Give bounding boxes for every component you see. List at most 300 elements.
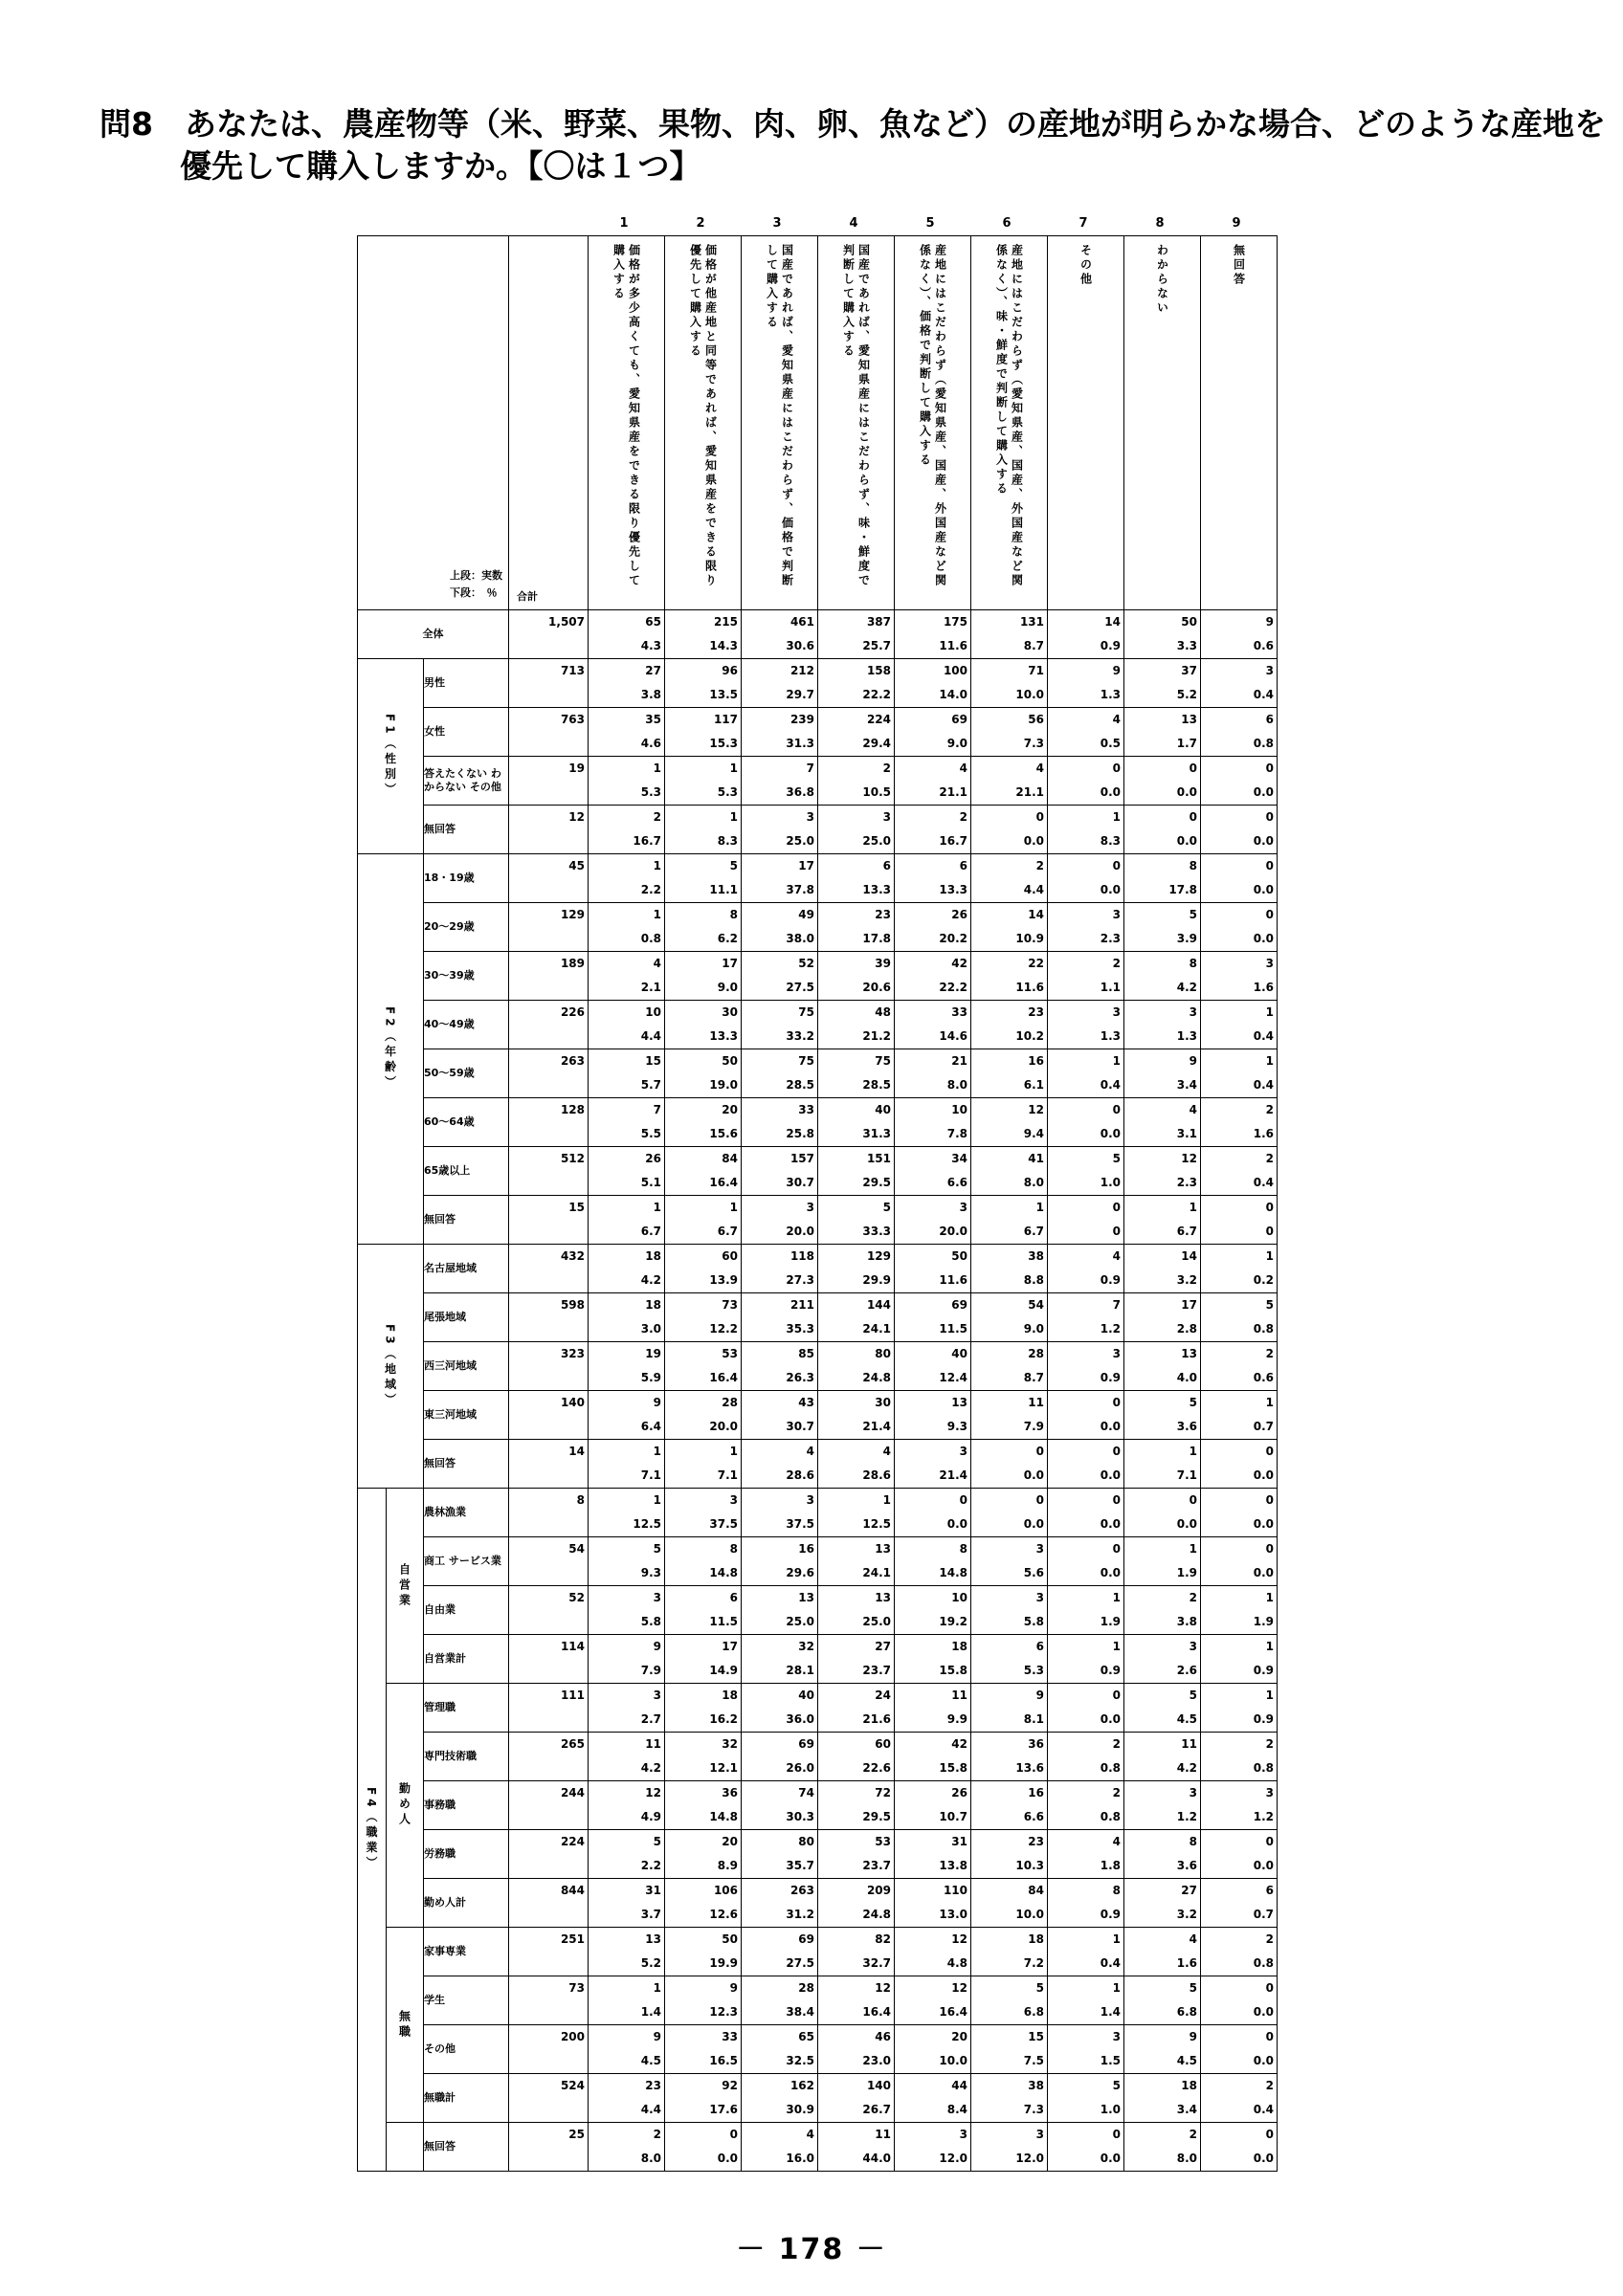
percent-value: 29.5 [862,1176,891,1189]
count-value: 4 [653,957,661,970]
data-cell [971,2074,1048,2123]
percent-value: 8.9 [717,1859,738,1872]
count-value: 69 [798,1932,814,1946]
percent-value: 16.0 [786,2152,814,2165]
data-cell [665,1489,742,1537]
count-value: 0 [1189,810,1197,824]
percent-value: 31.3 [862,1127,891,1140]
data-cell [1124,1440,1201,1489]
data-cell [742,1879,818,1928]
total-count: 52 [568,1591,585,1604]
count-value: 0 [1265,908,1274,921]
percent-value: 0.8 [1100,1810,1121,1823]
question-title [100,103,1606,188]
table-row [358,1830,1278,1879]
data-cell [1124,1489,1201,1537]
header-row [358,236,1278,610]
count-value: 36 [1028,1737,1044,1751]
count-value: 13 [1181,1347,1197,1360]
table-row [358,1928,1278,1976]
count-value: 18 [722,1689,738,1702]
row-total [509,806,589,854]
percent-value: 12.0 [1015,2152,1044,2165]
row-label: 家事専業 [424,1928,509,1976]
data-cell [589,757,665,806]
row-label: 事務職 [424,1781,509,1830]
count-value: 72 [875,1786,891,1799]
data-cell [895,757,971,806]
data-cell [1048,1733,1124,1781]
row-label: その他 [424,2025,509,2074]
count-value: 1 [653,1493,661,1507]
count-value: 33 [798,1103,814,1116]
count-value: 3 [1189,1640,1197,1653]
column-number: 5 [925,216,935,231]
count-value: 158 [866,664,891,677]
count-value: 32 [798,1640,814,1653]
data-cell [665,1196,742,1245]
count-value: 0 [1265,1542,1274,1556]
total-count: 251 [560,1932,585,1946]
data-cell [742,2123,818,2172]
count-value: 39 [875,957,891,970]
data-cell [971,1342,1048,1391]
data-cell [589,1001,665,1049]
percent-value: 4.4 [1023,883,1044,896]
count-value: 12 [645,1786,661,1799]
percent-value: 0.0 [1100,2152,1121,2165]
percent-value: 0.7 [1253,1420,1274,1433]
count-value: 0 [1265,810,1274,824]
count-value: 8 [1189,1835,1197,1848]
percent-value: 1.9 [1100,1615,1121,1628]
percent-value: 0.0 [1100,1712,1121,1726]
data-cell [589,854,665,903]
percent-value: 23.7 [862,1859,891,1872]
column-header-label: その他 [1078,244,1093,287]
data-cell [1048,610,1124,659]
percent-value: 2.6 [1176,1664,1197,1677]
percent-value: 5.9 [640,1371,661,1384]
data-cell [895,1098,971,1147]
percent-value: 1.2 [1176,1810,1197,1823]
data-cell [1201,1684,1278,1733]
data-cell [665,1879,742,1928]
percent-value: 4.5 [1176,1712,1197,1726]
percent-value: 14.0 [939,688,967,701]
percent-value: 0.8 [1253,1322,1274,1336]
percent-value: 23.0 [862,2054,891,2067]
data-cell [665,2074,742,2123]
percent-value: 6.6 [1023,1810,1044,1823]
percent-value: 5.1 [640,1176,661,1189]
data-cell [589,1684,665,1733]
percent-value: 4.2 [1176,1761,1197,1775]
percent-value: 21.4 [939,1468,967,1482]
table-row [358,1684,1278,1733]
percent-value: 11.1 [709,883,738,896]
column-header-label: 国産であれば、愛知県産にはこだわらず、価格で判断して購入する [765,244,794,588]
total-count: 189 [560,957,585,970]
percent-value: 30.7 [786,1176,814,1189]
data-cell [895,2025,971,2074]
data-cell [742,1440,818,1489]
count-value: 3 [806,1493,814,1507]
count-value: 0 [1035,1445,1044,1458]
count-value: 3 [1265,664,1274,677]
percent-value: 26.7 [862,2103,891,2116]
count-value: 4 [882,1445,891,1458]
data-cell [742,1391,818,1440]
count-value: 56 [1028,713,1044,726]
data-cell [895,659,971,708]
count-value: 3 [1189,1786,1197,1799]
percent-value: 5.7 [640,1078,661,1092]
count-value: 8 [1189,859,1197,872]
data-cell [1124,854,1201,903]
data-cell [742,1586,818,1635]
count-value: 28 [1028,1347,1044,1360]
data-cell [1201,1976,1278,2025]
corner-upper-label: 上段：実数 [450,569,502,582]
data-cell [971,1049,1048,1098]
data-cell [589,1440,665,1489]
data-cell [818,2025,895,2074]
percent-value: 6.7 [1023,1225,1044,1238]
percent-value: 4.4 [640,2103,661,2116]
count-value: 65 [798,2030,814,2043]
percent-value: 1.0 [1100,1176,1121,1189]
data-cell [1201,1781,1278,1830]
table-row [358,1147,1278,1196]
count-value: 9 [1112,664,1121,677]
data-cell [1048,2123,1124,2172]
count-value: 8 [959,1542,967,1556]
data-cell [1201,2123,1278,2172]
percent-value: 8.4 [946,2103,967,2116]
percent-value: 25.8 [786,1127,814,1140]
count-value: 140 [866,2079,891,2092]
count-value: 0 [1265,1493,1274,1507]
percent-value: 21.1 [1015,785,1044,799]
column-number: 7 [1078,216,1088,231]
percent-value: 8.0 [1023,1176,1044,1189]
total-count: 140 [560,1396,585,1409]
count-value: 0 [1112,1201,1121,1214]
question-line-2: 優先して購入しますか。【〇は１つ】 [180,147,701,185]
count-value: 15 [1028,2030,1044,2043]
percent-value: 0.4 [1100,1078,1121,1092]
row-total [509,1098,589,1147]
count-value: 2 [1112,957,1121,970]
subgroup-label: 無職 [387,1928,424,2123]
count-value: 263 [789,1884,814,1897]
percent-value: 24.8 [862,1371,891,1384]
percent-value: 0.0 [1100,1566,1121,1579]
data-cell [1048,1049,1124,1098]
count-value: 92 [722,2079,738,2092]
total-count: 14 [568,1445,585,1458]
percent-value: 1.7 [1176,737,1197,750]
data-cell [1048,1586,1124,1635]
percent-value: 0.4 [1253,2103,1274,2116]
percent-value: 13.3 [709,1029,738,1043]
data-cell [971,903,1048,952]
data-cell [665,1830,742,1879]
total-count: 114 [560,1640,585,1653]
count-value: 3 [1112,2030,1121,2043]
percent-value: 5.3 [717,785,738,799]
percent-value: 6.8 [1023,2005,1044,2019]
count-value: 106 [713,1884,738,1897]
percent-value: 0.9 [1100,1908,1121,1921]
total-count: 598 [560,1298,585,1312]
column-header-label: 産地にはこだわらず（愛知県産、国産、外国産など関係なく）、価格で判断して購入する [918,244,947,588]
percent-value: 0.9 [1253,1712,1274,1726]
percent-value: 14.6 [939,1029,967,1043]
count-value: 10 [645,1005,661,1019]
data-cell [895,952,971,1001]
percent-value: 9.3 [640,1566,661,1579]
count-value: 387 [866,615,891,629]
percent-value: 6.2 [717,932,738,945]
count-value: 151 [866,1152,891,1165]
count-value: 13 [1181,713,1197,726]
total-count: 265 [560,1737,585,1751]
percent-value: 3.7 [640,1908,661,1921]
corner-lower-label: 下段： ％ [450,586,498,599]
data-cell [665,2123,742,2172]
data-cell [665,610,742,659]
column-number: 6 [1002,216,1012,231]
data-cell [665,1537,742,1586]
count-value: 2 [1189,2128,1197,2141]
data-cell [818,708,895,757]
percent-value: 4.5 [640,2054,661,2067]
data-cell [818,1391,895,1440]
count-value: 5 [1189,908,1197,921]
percent-value: 0.0 [946,1517,967,1531]
table-row [358,854,1278,903]
data-cell [1201,2025,1278,2074]
count-value: 80 [798,1835,814,1848]
data-cell [665,1049,742,1098]
percent-value: 1.2 [1100,1322,1121,1336]
percent-value: 8.3 [1100,834,1121,848]
percent-value: 10.0 [939,2054,967,2067]
count-value: 49 [798,908,814,921]
percent-value: 29.5 [862,1810,891,1823]
count-value: 1 [1112,1054,1121,1068]
data-cell [665,1733,742,1781]
total-column-label: 合計 [517,590,538,603]
count-value: 6 [1035,1640,1044,1653]
data-cell [818,1245,895,1293]
percent-value: 0.0 [1253,1468,1274,1482]
data-cell [589,1391,665,1440]
percent-value: 0.0 [1176,834,1197,848]
data-cell [742,1684,818,1733]
count-value: 9 [1265,615,1274,629]
count-value: 5 [1189,1689,1197,1702]
data-cell [665,708,742,757]
percent-value: 2.1 [640,981,661,994]
count-value: 38 [1028,2079,1044,2092]
percent-value: 10.5 [862,785,891,799]
count-value: 85 [798,1347,814,1360]
count-value: 40 [875,1103,891,1116]
percent-value: 7.5 [1023,2054,1044,2067]
percent-value: 0.0 [1253,2152,1274,2165]
percent-value: 17.6 [709,2103,738,2116]
percent-value: 7.1 [640,1468,661,1482]
data-cell [742,1342,818,1391]
percent-value: 13.0 [939,1908,967,1921]
data-cell [1124,1391,1201,1440]
count-value: 211 [789,1298,814,1312]
data-cell [589,610,665,659]
count-value: 4 [1189,1103,1197,1116]
percent-value: 5.6 [1023,1566,1044,1579]
percent-value: 1.4 [640,2005,661,2019]
count-value: 131 [1019,615,1044,629]
percent-value: 15.8 [939,1664,967,1677]
data-cell [1201,952,1278,1001]
row-total [509,2025,589,2074]
count-value: 9 [1035,1689,1044,1702]
data-cell [742,1733,818,1781]
count-value: 3 [1265,1786,1274,1799]
percent-value: 16.2 [709,1712,738,1726]
percent-value: 26.3 [786,1371,814,1384]
table-row [358,1733,1278,1781]
row-total [509,952,589,1001]
count-value: 3 [1035,2128,1044,2141]
percent-value: 3.6 [1176,1859,1197,1872]
page-number: － 178 － [736,2233,887,2266]
table-row [358,1391,1278,1440]
data-cell [895,1635,971,1684]
data-cell [742,610,818,659]
column-number-row [0,216,1623,235]
data-cell [1124,1684,1201,1733]
count-value: 4 [1112,1249,1121,1263]
data-cell [818,1440,895,1489]
count-value: 18 [951,1640,967,1653]
percent-value: 20.0 [709,1420,738,1433]
row-total [509,1049,589,1098]
data-cell [818,1196,895,1245]
data-cell [589,2074,665,2123]
percent-value: 13.5 [709,688,738,701]
count-value: 28 [798,1981,814,1995]
count-value: 19 [645,1347,661,1360]
data-cell [818,1879,895,1928]
count-value: 0 [1035,1493,1044,1507]
percent-value: 0.0 [1253,883,1274,896]
data-cell [665,806,742,854]
data-cell [1124,1537,1201,1586]
data-cell [1048,757,1124,806]
data-cell [1048,1830,1124,1879]
data-cell [971,1635,1048,1684]
data-cell [895,1733,971,1781]
data-cell [589,1879,665,1928]
count-value: 69 [951,713,967,726]
data-cell [1201,2074,1278,2123]
percent-value: 15.3 [709,737,738,750]
data-cell [589,2025,665,2074]
percent-value: 1.1 [1100,981,1121,994]
table-row [358,1635,1278,1684]
percent-value: 0.0 [1253,2005,1274,2019]
count-value: 5 [1112,1152,1121,1165]
count-value: 0 [1112,762,1121,775]
count-value: 1 [1035,1201,1044,1214]
percent-value: 3.8 [1176,1615,1197,1628]
data-cell [971,1098,1048,1147]
data-cell [1048,1098,1124,1147]
row-label: 商工 サービス業 [424,1537,509,1586]
data-cell [895,1586,971,1635]
percent-value: 0.0 [1253,834,1274,848]
count-value: 84 [722,1152,738,1165]
percent-value: 28.6 [862,1468,891,1482]
count-value: 0 [1112,2128,1121,2141]
count-value: 20 [951,2030,967,2043]
percent-value: 0 [1112,1225,1121,1238]
percent-value: 0.0 [1176,1517,1197,1531]
percent-value: 8.0 [1176,2152,1197,2165]
table-row [358,1196,1278,1245]
data-cell [895,1440,971,1489]
percent-value: 12.5 [633,1517,661,1531]
count-value: 3 [1189,1005,1197,1019]
count-value: 18 [1028,1932,1044,1946]
row-total [509,757,589,806]
data-cell [589,1635,665,1684]
percent-value: 10.2 [1015,1029,1044,1043]
count-value: 0 [1265,1201,1274,1214]
percent-value: 6.7 [717,1225,738,1238]
row-total [509,1684,589,1733]
row-label: 東三河地域 [424,1391,509,1440]
count-value: 129 [866,1249,891,1263]
percent-value: 20.6 [862,981,891,994]
count-value: 28 [722,1396,738,1409]
count-value: 0 [1265,762,1274,775]
column-number: 1 [619,216,629,231]
count-value: 3 [1035,1591,1044,1604]
percent-value: 1.6 [1253,1127,1274,1140]
count-value: 0 [1112,1542,1121,1556]
data-cell [589,1537,665,1586]
count-value: 3 [806,1201,814,1214]
percent-value: 30.6 [786,639,814,652]
data-cell [1124,1098,1201,1147]
count-value: 1 [1189,1201,1197,1214]
row-total [509,854,589,903]
percent-value: 4.6 [640,737,661,750]
count-value: 1 [729,810,738,824]
data-cell [895,1489,971,1537]
data-cell [665,757,742,806]
count-value: 10 [951,1591,967,1604]
total-count: 73 [568,1981,585,1995]
count-value: 0 [729,2128,738,2141]
percent-value: 0.4 [1253,688,1274,701]
table-row [358,1245,1278,1293]
